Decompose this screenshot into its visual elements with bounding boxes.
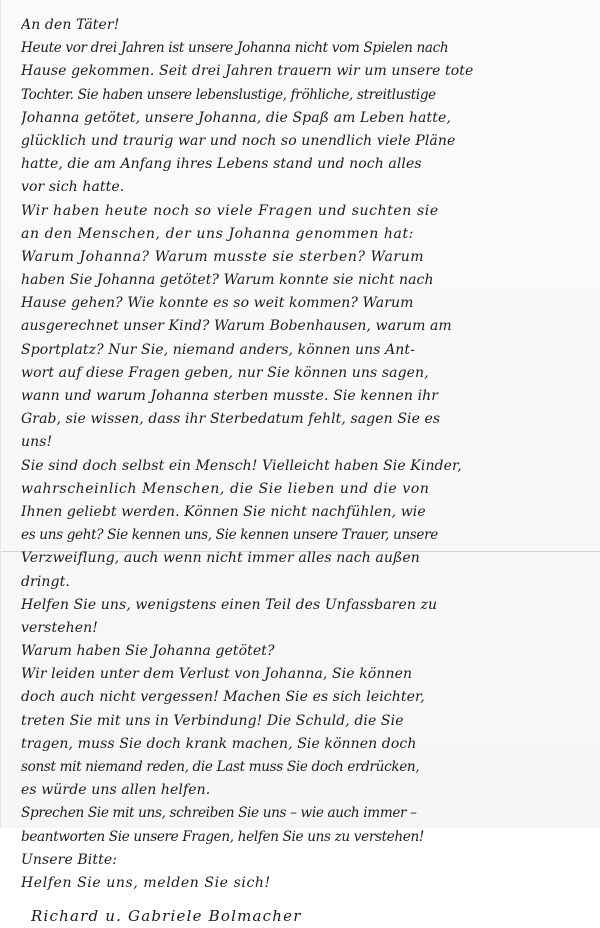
- signature: Richard u. Gabriele Bolmacher: [31, 907, 302, 926]
- letter-line: wann und warum Johanna sterben musste. Sie kennen ihr: [21, 388, 439, 404]
- letter-line: Wir leiden unter dem Verlust von Johanna, Sie können: [21, 666, 413, 683]
- letter-line: dringt.: [21, 573, 70, 590]
- letter-line: Helfen Sie uns, melden Sie sich!: [21, 874, 271, 891]
- letter-line: Wir haben heute noch so viele Fragen und suchten sie: [21, 202, 439, 219]
- letter-line: glücklich und traurig war und noch so unendlich viele Pläne: [21, 132, 456, 149]
- letter-line: sonst mit niemand reden, die Last muss Sie doch erdrücken,: [21, 759, 420, 775]
- letter-line: es uns geht? Sie kennen uns, Sie kennen unsere Trauer, unsere: [21, 527, 438, 544]
- letter-line: Unsere Bitte:: [21, 851, 118, 868]
- letter-line: Sie sind doch selbst ein Mensch! Vielleicht haben Sie Kinder,: [21, 457, 462, 474]
- letter-line: hatte, die am Anfang ihres Lebens stand und noch alles: [21, 156, 422, 173]
- letter-line: an den Menschen, der uns Johanna genommen hat:: [21, 225, 415, 242]
- letter-line: Tochter. Sie haben unsere lebenslustige, fröhliche, streitlustige: [21, 86, 436, 103]
- letter-line: Hause gehen? Wie konnte es so weit kommen? Warum: [21, 295, 414, 312]
- letter-line: doch auch nicht vergessen! Machen Sie es sich leichter,: [21, 689, 425, 706]
- letter-line: Ihnen geliebt werden. Können Sie nicht nachfühlen, wie: [21, 503, 426, 520]
- letter-line: wahrscheinlich Menschen, die Sie lieben und die von: [21, 480, 430, 497]
- letter-line: Sprechen Sie mit uns, schreiben Sie uns – wie auch immer –: [21, 805, 417, 822]
- letter-line: Verzweiflung, auch wenn nicht immer alles nach außen: [21, 550, 420, 567]
- letter-line: haben Sie Johanna getötet? Warum konnte sie nicht nach: [21, 272, 434, 289]
- letter-line: tragen, muss Sie doch krank machen, Sie können doch: [21, 735, 417, 752]
- letter-line: Grab, sie wissen, dass ihr Sterbedatum fehlt, sagen Sie es: [21, 411, 441, 428]
- letter-line: Sportplatz? Nur Sie, niemand anders, können uns Ant-: [21, 341, 415, 358]
- letter-line: verstehen!: [21, 619, 98, 636]
- letter-line: Helfen Sie uns, wenigstens einen Teil des Unfassbaren zu: [21, 596, 438, 613]
- letter-line: Heute vor drei Jahren ist unsere Johanna nicht vom Spielen nach: [21, 40, 449, 57]
- letter-line: treten Sie mit uns in Verbindung! Die Schuld, die Sie: [21, 712, 404, 729]
- letter-line: vor sich hatte.: [21, 179, 125, 196]
- letter-line: Warum Johanna? Warum musste sie sterben? Warum: [21, 248, 425, 265]
- letter-salutation: An den Täter!: [21, 17, 120, 33]
- letter-line: es würde uns allen helfen.: [21, 782, 211, 799]
- letter-line: wort auf diese Fragen geben, nur Sie können uns sagen,: [21, 364, 429, 381]
- letter-line: Warum haben Sie Johanna getötet?: [21, 643, 275, 660]
- letter-line: Johanna getötet, unsere Johanna, die Spaß am Leben hatte,: [21, 109, 451, 126]
- handwritten-letter: [21, 14, 589, 928]
- letter-line: ausgerechnet unser Kind? Warum Bobenhausen, warum am: [21, 318, 452, 335]
- letter-line: beantworten Sie unsere Fragen, helfen Sie uns zu verstehen!: [21, 828, 425, 845]
- letter-line: uns!: [21, 434, 53, 451]
- letter-line: Hause gekommen. Seit drei Jahren trauern wir um unsere tote: [21, 63, 474, 80]
